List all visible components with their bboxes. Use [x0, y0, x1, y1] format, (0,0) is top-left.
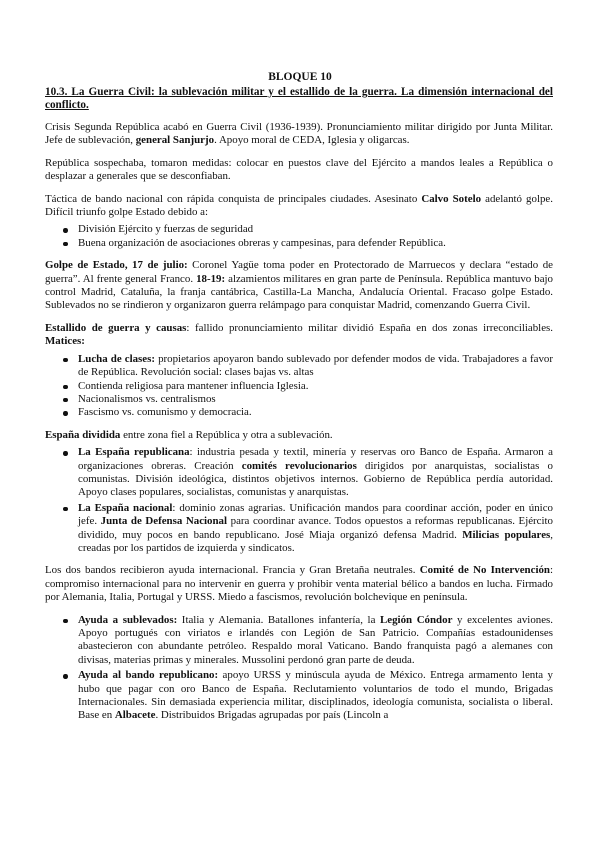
bold-term: Comité de No Intervención [419, 564, 550, 577]
list-item: Ayuda a sublevados: Italia y Alemania. Batallones infantería, la Legión Cóndor y excelentes aviones. Apoyo portugués con viriatos e irlandés con Legión de San Patricio. Compañías estadounidenses abastecieron con abundante petróleo. Respaldo moral Vaticano. Bando franquista pagó a alemanes con divisas, materias primas y minerales. Mussolini perdonó gran parte de deuda. [78, 613, 554, 666]
list-item: Ayuda al bando republicano: apoyo URSS y minúscula ayuda de México. Entrega armamento lenta y hubo que pagar con oro Banco de España. Reclutamiento voluntarios de todo el mundo, Brigadas Internacionales. Sin demasiada experiencia militar, disciplinados, ideología comunista, socialista o liberal. Base en Albacete. Distribuidos Brigadas agrupadas por país (Lincoln a [78, 669, 553, 722]
list-item: División Ejército y fuerzas de seguridad [78, 223, 553, 236]
bold-term: Lucha de clases: [78, 352, 155, 365]
bold-term: Ayuda a sublevados: [78, 613, 178, 626]
bold-term: Golpe de Estado, 17 de julio: [45, 259, 188, 272]
bold-term: España dividida [45, 428, 121, 441]
bullet-list-ayudas [45, 614, 553, 723]
bold-term: Calvo Sotelo [421, 192, 482, 205]
paragraph-golpe: Golpe de Estado, 17 de julio: Coronel Yagüe toma poder en Protectorado de Marruecos y declara “estado de guerra”. Al frente general Franco. 18-19: alzamientos militares en gran parte de Península. República mantuvo bajo control Madrid, Cataluña, la franja cantábrica, Castilla-La Mancha, Andalucía Oriental. Fracaso golpe Estado. Sublevados no se rindieron y organizaron guerra relámpago para conquistar Madrid, comenzando Guerra Civil. [45, 259, 553, 312]
paragraph-republica-sospechaba: República sospechaba, tomaron medidas: colocar en puestos clave del Ejército a mandos leales a República o desplazar a generales que se desconfiaban. [45, 156, 553, 183]
paragraph-espana-dividida: España dividida entre zona fiel a República y otra a sublevación. [45, 428, 333, 441]
bullet-list-matices [45, 353, 553, 420]
bold-term: Milicias populares [462, 528, 551, 541]
bold-term: Ayuda al bando republicano: [78, 669, 219, 682]
list-item: Buena organización de asociaciones obreras y campesinas, para defender República. [78, 237, 553, 250]
bold-term: general Sanjurjo [135, 134, 215, 147]
list-item: Contienda religiosa para mantener influencia Iglesia. [78, 380, 553, 393]
bold-term: 18-19: [196, 272, 226, 285]
bold-term: La España republicana [78, 446, 190, 459]
list-item: La España republicana: industria pesada y textil, minería y reservas oro Banco de España. Armaron a organizaciones obreras. Creación comités revolucionarios dirigidos por anarquistas, socialistas o comunistas. División ideológica, distintos objetivos internos. Gobierno de República perdía autoridad. Apoyo clases populares, socialistas, comunistas y anarquistas. [78, 446, 553, 499]
paragraph-ayuda-internacional: Los dos bandos recibieron ayuda internacional. Francia y Gran Bretaña neutrales. Comité de No Intervención: compromiso internacional para no intervenir en guerra y prohibir venta material bélico a bandos en lucha. Firmado por Alemania, Italia, Portugal y URSS. Miedo a fascismos, revolución bolchevique en península. [45, 564, 553, 604]
bold-term: Albacete [114, 709, 156, 722]
bold-term: Junta de Defensa Nacional [100, 515, 228, 528]
bold-term: comités revolucionarios [241, 459, 357, 472]
list-item: La España nacional: dominio zonas agrarias. Unificación mandos para coordinar acción, poder en único jefe. Junta de Defensa Nacional para coordinar avance. Todos opuestos a reformas republicanas. Ejército dividido, muy pocos en bando republicano. José Miaja organizó defensa Madrid. Milicias populares, creadas por los partidos de izquierda y sindicatos. [78, 501, 554, 554]
paragraph-tactica: Táctica de bando nacional con rápida conquista de principales ciudades. Asesinato Calvo Sotelo adelantó golpe. Difícil triunfo golpe Estado debido a: [45, 192, 553, 219]
bold-term: Estallido de guerra y causas [45, 321, 187, 334]
bold-term: Legión Cóndor [380, 613, 453, 626]
paragraph-estallido: Estallido de guerra y causas: fallido pronunciamiento militar dividió España en dos zonas irreconciliables. Matices: [45, 321, 553, 348]
list-item: Nacionalismos vs. centralismos [78, 393, 553, 406]
bullet-list-zonas [45, 446, 553, 555]
document-body [45, 121, 553, 732]
bold-term: La España nacional [78, 501, 173, 514]
list-item: Lucha de clases: propietarios apoyaron bando sublevado por defender modos de vida. Trabajadores a favor de República. Revolución social: clases bajas vs. altas [78, 352, 553, 379]
bold-term: Matices: [45, 335, 85, 348]
document-title: BLOQUE 10 [268, 71, 332, 83]
list-item: Fascismo vs. comunismo y democracia. [78, 406, 553, 419]
section-heading: 10.3. La Guerra Civil: la sublevación militar y el estallido de la guerra. La dimensión internacional del conflicto. [45, 86, 553, 111]
paragraph-crisis: Crisis Segunda República acabó en Guerra Civil (1936-1939). Pronunciamiento militar dirigido por Junta Militar. Jefe de sublevación, general Sanjurjo. Apoyo moral de CEDA, Iglesia y oligarcas. [45, 121, 553, 147]
bullet-list-causas [45, 223, 553, 250]
